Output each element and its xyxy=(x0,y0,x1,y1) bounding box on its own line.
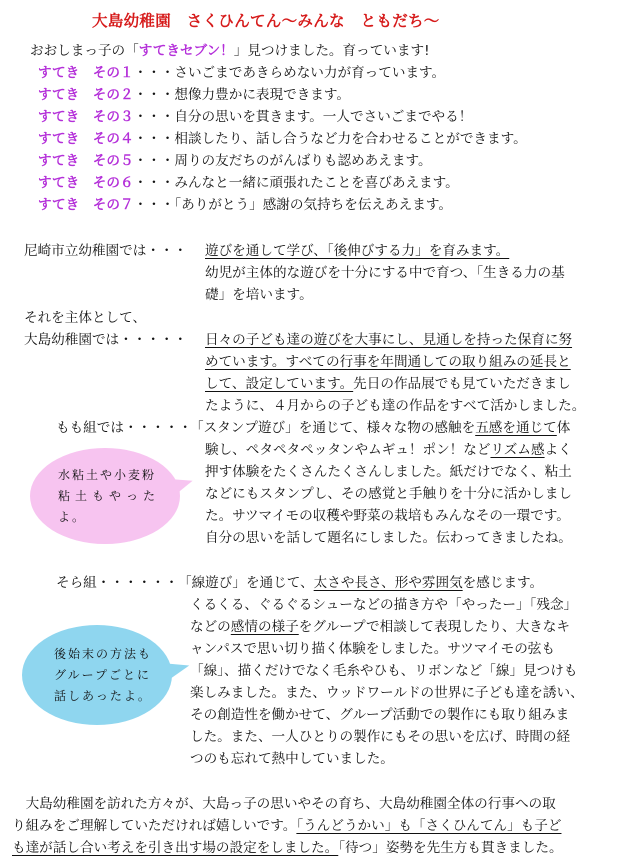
momo-line xyxy=(205,439,572,461)
suteki-text: 想像力豊かに表現できます。 xyxy=(174,87,350,103)
momo-line: 自分の思いを話して題名にしました。伝わってきましたね。 xyxy=(205,530,572,546)
oshima-line: たように、４月からの子ども達の作品をすべて活かしました。 xyxy=(205,398,586,414)
suteki-label: すてき その１ xyxy=(38,65,134,81)
suteki-label: すてき その７ xyxy=(38,197,134,213)
suteki-sep: ・・・ xyxy=(133,109,175,125)
underlined-text: も達が話し合い考えを引き出す場の設定をしました。 xyxy=(12,840,339,856)
sora-label: そら組・・・・・・ xyxy=(56,575,179,591)
sora-line: くるくる、ぐるぐるシューなどの描き方や「やったー」「残念」 xyxy=(190,597,578,613)
suteki-text: 「ありがとう」感謝の気持ちを伝えあえます。 xyxy=(174,197,452,213)
text: よく xyxy=(544,442,572,458)
closing-line xyxy=(12,815,561,837)
sora-line: つのも忘れて熱中していました。 xyxy=(190,751,394,767)
amagasaki-line: 遊びを通して学び、「後伸びする力」を育みます。 xyxy=(205,243,510,259)
underlined-text: 「うんどうかい」も「さくひんてん」も子ど xyxy=(296,818,562,834)
bubble-line: 粘土もやった xyxy=(58,488,161,503)
sora-line: その創造性を働かせて、グループ活動での製作にも取り組みま xyxy=(190,707,570,723)
sora-line: した。また、一人ひとりの製作にもその思いを広げ、時間の経 xyxy=(190,729,571,745)
suteki-item xyxy=(38,84,350,106)
speech-bubble-pink xyxy=(30,448,180,544)
amagasaki-label: 尼崎市立幼稚園では・・・ xyxy=(24,243,188,259)
suteki-sep: ・・・ xyxy=(133,131,175,147)
sora-line xyxy=(190,616,570,638)
amagasaki-line: 幼児が主体的な遊びを十分にする中で育つ、「生きる力の基 xyxy=(205,265,565,281)
suteki-sep: ・・・ xyxy=(133,197,175,213)
oshima-line: 日々の子ども達の遊びを大事にし、見通しを持った保育に努 xyxy=(205,332,573,348)
bubble-line: よ。 xyxy=(58,509,87,524)
suteki-item xyxy=(38,62,445,84)
suteki-item xyxy=(38,194,452,216)
text: を感じます。 xyxy=(462,575,544,591)
text: 「スタンプ遊び」を通じて、様々な物の感触を xyxy=(190,420,476,436)
closing-line xyxy=(12,837,563,859)
suteki-label: すてき その３ xyxy=(38,109,134,125)
suteki-sep: ・・・ xyxy=(133,153,175,169)
intro-suffix: 」見つけました。育っています! xyxy=(233,43,430,59)
text: などの xyxy=(190,619,231,635)
oshima-line xyxy=(205,373,571,395)
suteki-item xyxy=(38,106,472,128)
transition-text: それを主体として、 xyxy=(24,310,147,326)
sora-line: 楽しみました。また、ウッドワールドの世界に子ども達を誘い、 xyxy=(190,685,584,701)
text: 体 xyxy=(556,420,571,436)
suteki-label: すてき その４ xyxy=(38,131,134,147)
oshima-rest: 先日の作品展でも見ていただきまし xyxy=(353,376,571,392)
underlined-text: リズム感 xyxy=(490,442,545,458)
oshima-label: 大島幼稚園では・・・・・ xyxy=(24,332,188,348)
bubble-line: 後始末の方法も xyxy=(54,646,153,661)
suteki-label: すてき その５ xyxy=(38,153,134,169)
bubble-line: グループごとに xyxy=(54,667,152,682)
suteki-label: すてき その６ xyxy=(38,175,134,191)
suteki-text: みんなと一緒に頑張れたことを喜びあえます。 xyxy=(174,175,459,191)
intro-highlight: すてきセブン！ xyxy=(138,43,234,59)
momo-line xyxy=(190,417,570,439)
suteki-item xyxy=(38,150,432,172)
suteki-text: 周りの友だちのがんばりも認めあえます。 xyxy=(174,153,432,169)
sora-line: ャンパスで思い切り描く体験をしました。サツマイモの弦も xyxy=(190,641,555,657)
suteki-sep: ・・・ xyxy=(133,87,175,103)
suteki-sep: ・・・ xyxy=(133,175,175,191)
suteki-text: 相談したり、話し合うなど力を合わせることができます。 xyxy=(174,131,527,147)
suteki-text: 自分の思いを貫きます。一人でさいごまでやる！ xyxy=(174,109,473,125)
text: 「線遊び」を通じて、 xyxy=(178,575,314,591)
closing-line: 大島幼稚園を訪れた方々が、大島っ子の思いやその育ち、大島幼稚園全体の行事への取 xyxy=(12,796,556,812)
text: 験し、ペタペタペッタンやムギュ！ポン！など xyxy=(205,442,491,458)
momo-line: た。サツマイモの収穫や野菜の栽培もみんなその一環です。 xyxy=(205,508,570,524)
suteki-item xyxy=(38,128,527,150)
momo-line: などにもスタンプし、その感覚と手触りを十分に活かしまし xyxy=(205,486,573,502)
suteki-text: さいごまであきらめない力が育っています。 xyxy=(174,65,446,81)
suteki-label: すてき その２ xyxy=(38,87,134,103)
intro-line xyxy=(30,40,430,62)
momo-line: 押す体験をたくさんたくさんしました。紙だけでなく、粘土 xyxy=(205,464,572,480)
bubble-line: 水粘土や小麦粉 xyxy=(58,467,157,482)
oshima-line: めています。すべての行事を年間通しての取り組みの延長と xyxy=(205,354,571,370)
underlined-text: 五感を通じて xyxy=(475,420,557,436)
bubble-line: 話しあったよ。 xyxy=(54,688,152,703)
underlined-text: 太さや長さ、形や雰囲気 xyxy=(313,575,463,591)
page-title: 大島幼稚園 さくひんてん〜みんな ともだち〜 xyxy=(92,12,440,30)
underlined-text: 感情の様子 xyxy=(230,619,299,635)
momo-label: もも組では・・・・・ xyxy=(56,420,192,436)
sora-line xyxy=(178,572,543,594)
suteki-item xyxy=(38,172,459,194)
sora-line: 「線」、描くだけでなく毛糸やひも、リボンなど「線」見つけも xyxy=(190,663,578,679)
amagasaki-line: 礎」を培います。 xyxy=(205,287,313,303)
oshima-underlined: して、設定しています。 xyxy=(205,376,354,392)
intro-prefix: おおしまっ子の「 xyxy=(30,43,139,59)
text: 「待つ」姿勢を先生方も貫きました。 xyxy=(338,840,563,856)
speech-bubble-blue xyxy=(22,625,172,725)
text: をグループで相談して表現したり、大きなキ xyxy=(298,619,570,635)
text: り組みをご理解していただければ嬉しいです。 xyxy=(12,818,297,834)
suteki-sep: ・・・ xyxy=(133,65,175,81)
